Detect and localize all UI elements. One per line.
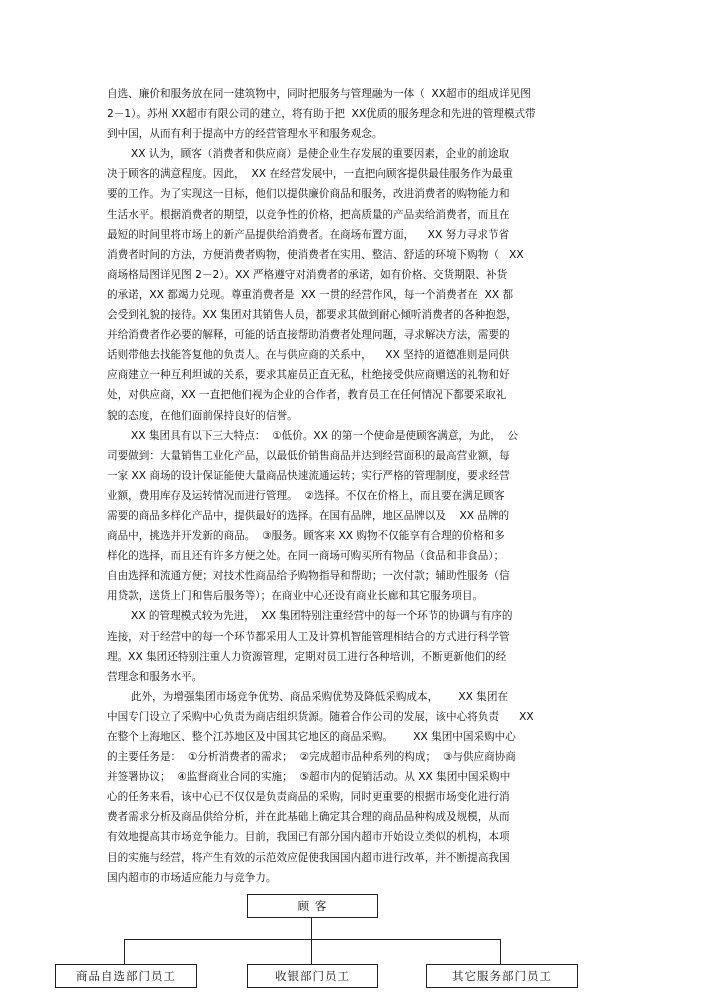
paragraph-management-model [107,606,617,686]
text-line: 用贷款，送货上门和售后服务等）；在商业中心还设有商业长廊和其它服务项目。 [107,590,484,603]
org-chart-child-box: 其它服务部门员工 [426,964,578,988]
text-line: 话则带他去找能答复他的负责人。在与供应商的关系中， XX 坚持的道德准则是同供 [107,349,510,362]
org-chart-branch-right [500,939,501,965]
text-line: 商品中，挑选并开发新的商品。 ③服务。顾客来 XX 购物不仅能享有合理的价格和多 [107,530,505,543]
text-line: 营理念和服务水平。 [107,670,203,683]
text-line: 商场格局图详见图 2－2）。XX 严格遵守对消费者的承诺，如有价格、交货期限、补货 [107,268,508,281]
org-chart-root-box: 顾 客 [247,894,378,918]
text-line: 连接，对于经营中的每一个环节都采用人工及计算机智能管理相结合的方式进行科学管 [107,630,510,643]
text-line: XX 集团具有以下三大特点： ①低价。XX 的第一个使命是使顾客满意，为此， 公 [131,429,519,442]
paragraph-three-features [107,426,617,607]
text-line: 自由选择和流通方便；对技术性商品给予购物指导和帮助；一次付款；辅助性服务（信 [107,570,510,583]
text-line: 在整个上海地区、整个江苏地区及中国其它地区的商品采购。 XX 集团中国采购中心 [107,731,516,743]
text-line: 样化的选择，而且还有许多方便之处。在同一商场可购买所有物品（食品和非食品）； [107,550,505,563]
text-line: 国内超市的市场适应能力与竞争力。 [107,871,277,884]
text-line: 到中国，从而有利于提高中方的经营管理水平和服务观念。 [107,128,383,141]
text-line: 司要做到：大量销售工业化产品，以最低价销售商品并达到经营面积的最高营业额，每 [107,449,510,462]
text-line: 中国专门设立了采购中心负责为商店组织货源。随着合作公司的发展，该中心将负责 XX [107,710,534,723]
body-text [107,84,617,888]
text-line: XX 的管理模式较为先进， XX 集团特别注重经营中的每一个环节的协调与有序的 [131,610,513,623]
text-line: 应商建立一种互利坦诚的关系，要求其雇员正直无私，杜绝接受供应商赠送的礼物和好 [107,369,510,382]
text-line: 需要的商品多样化产品中，提供最好的选择。在国有品牌，地区品牌以及 XX 品牌的 [107,509,510,522]
text-line: 要的工作。为了实现这一目标，他们以提供廉价商品和服务，改进消费者的购物能力和 [107,188,510,201]
org-chart-branch-left [124,939,125,965]
text-line: 生活水平。根据消费者的期望，以竞争性的价格，把高质量的产品卖给消费者，而且在 [107,208,510,221]
paragraph-purchasing-center [107,687,617,888]
text-line: 消费者时间的方法，方便消费者购物，使消费者在实用、整洁、舒适的环境下购物（ XX [107,248,524,261]
paragraph-intro-continued [107,84,617,144]
org-chart-branch-middle [311,939,312,965]
text-line: 心的任务来看，该中心已不仅仅是负责商品的采购，同时更重要的根据市场变化进行消 [107,791,510,804]
text-line: 处，对供应商，XX 一直把他们视为企业的合作者，教育员工在任何情况下都要采取礼 [107,389,507,402]
text-line: 2－1）。苏州 XX超市有限公司的建立，将有助于把 XX优质的服务理念和先进的管理模式带 [107,108,536,121]
text-line: 的主要任务是： ①分析消费者的需求； ②完成超市品种系列的构成； ③与供应商协商 [107,751,516,764]
text-line: 决于顾客的满意程度。因此， XX 在经营发展中，一直把向顾客提供最佳服务作为最重 [107,168,513,181]
text-line: 目的实施与经营，将产生有效的示范效应促使我国国内超市进行改革，并不断提高我国 [107,851,510,864]
text-line: 自选、廉价和服务放在同一建筑物中，同时把服务与管理融为一体（ XX超市的组成详见图 [107,88,531,100]
text-line: 有效地提高其市场竞争能力。目前，我国已有部分国内超市开始设立类似的机构，本项 [107,831,510,844]
text-line: 理。XX 集团还特别注重人力资源管理，定期对员工进行各种培训，不断更新他们的经 [107,650,507,663]
text-line: 费者需求分析及商品供给分析，并在此基础上确定其合理的商品品种构成及规模，从而 [107,811,510,824]
org-chart-crossbar [124,939,501,940]
org-chart-child-box: 商品自选部门员工 [55,964,197,988]
org-chart-stem [311,917,312,939]
text-line: 会受到礼貌的接待。XX 集团对其销售人员，都要求其做到耐心倾听消费者的各种抱怨， [107,309,517,322]
text-line: 并签署协议； ④监督商业合同的实施； ⑤超市内的促销活动。从 XX 集团中国采购中 [107,771,511,784]
paragraph-customer-focus [107,144,617,425]
text-line: 此外，为增强集团市场竞争优势、商品采购优势及降低采购成本， XX 集团在 [131,690,509,703]
org-chart-child-box: 收银部门员工 [247,964,378,988]
text-line: 业额，费用库存及运转情况而进行管理。 ②选择。不仅在价格上，而且要在满足顾客 [107,489,505,502]
text-line: 的承诺，XX 都竭力兑现。尊重消费者是 XX 一贯的经营作风，每一个消费者在 XX 都 [107,288,514,301]
text-line: 貌的态度，在他们面前保持良好的信誉。 [107,409,298,422]
text-line: 并给消费者作必要的解释，可能的话直接帮助消费者处理问题，寻求解决方法，需要的 [107,329,510,342]
text-line: 一家 XX 商场的设计保证能使大量商品快速流通运转；实行严格的管理制度，要求经营 [107,469,510,482]
text-line: 最短的时间里将市场上的新产品提供给消费者。在商场布置方面， XX 努力寻求节省 [107,228,510,241]
text-line: XX 认为，顾客（消费者和供应商）是使企业生存发展的重要因素，企业的前途取 [131,148,510,161]
